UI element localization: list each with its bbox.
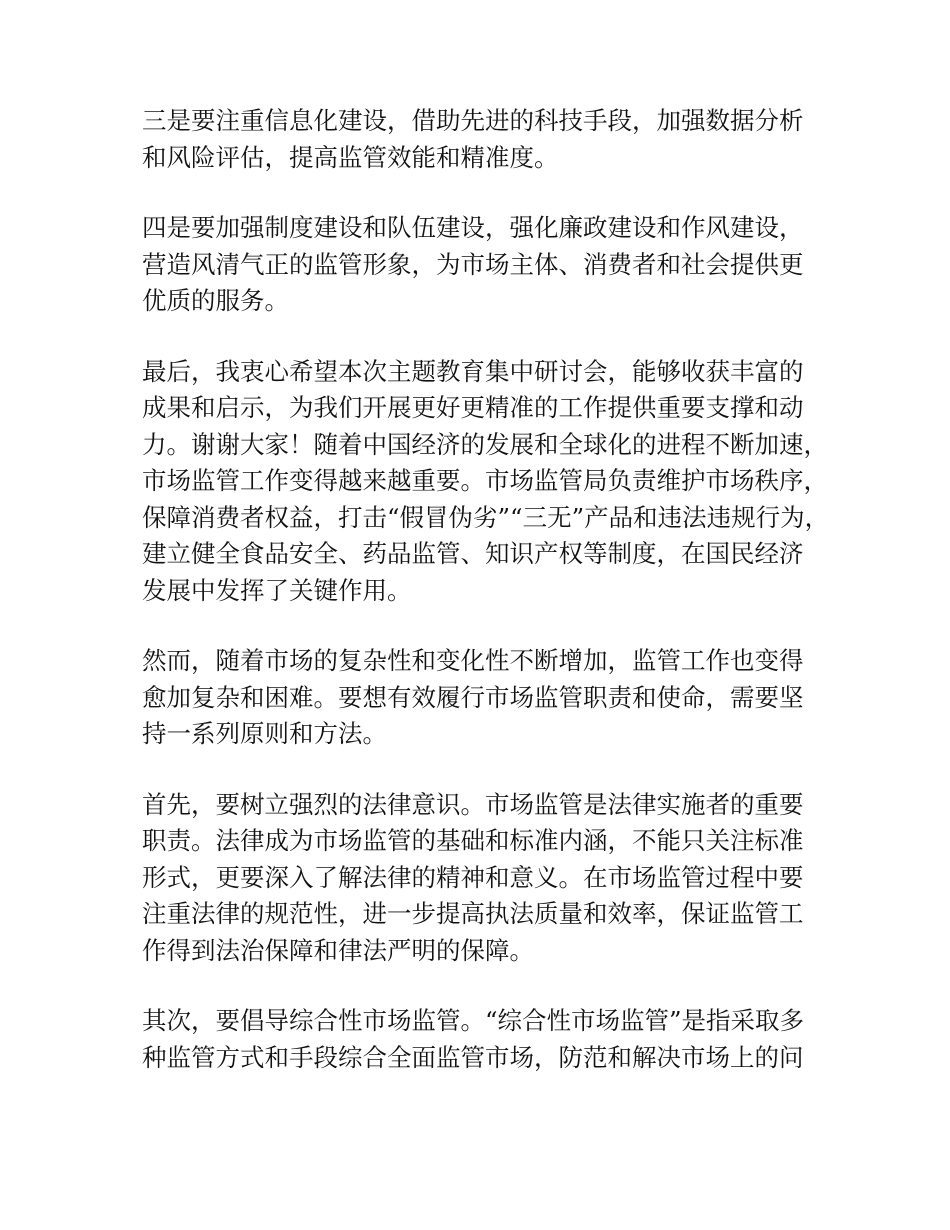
text-line: 和风险评估，提高监管效能和精准度。 [142,142,559,172]
text-line: 其次，要倡导综合性市场监管。“综合性市场监管”是指采取多 [142,1006,805,1035]
text-line: 作得到法治保障和律法严明的保障。 [142,935,534,965]
document-body [142,103,830,1076]
paragraph-complexity [142,643,812,753]
paragraph-closing-and-intro [142,354,830,610]
text-line: 力。谢谢大家！随着中国经济的发展和全球化的进程不断加速， [142,429,828,459]
paragraph-institution-building [142,210,812,320]
paragraph-informatization [142,103,812,176]
text-line: 然而，随着市场的复杂性和变化性不断增加，监管工作也变得 [142,646,804,675]
text-line: 职责。法律成为市场监管的基础和标准内涵，不能只关注标准 [142,826,804,855]
text-line: 市场监管工作变得越来越重要。市场监管局负责维护市场秩序， [142,466,828,495]
paragraph-comprehensive-supervision [142,1003,812,1076]
text-line: 四是要加强制度建设和队伍建设，强化廉政建设和作风建设， [142,213,804,242]
text-line: 成果和启示，为我们开展更好更精准的工作提供重要支撑和动 [142,393,804,422]
paragraph-spacer [142,176,812,210]
text-line: 优质的服务。 [142,286,289,315]
text-line: 最后，我衷心希望本次主题教育集中研讨会，能够收获丰富的 [142,356,804,386]
text-line: 首先，要树立强烈的法律意识。市场监管是法律实施者的重要 [142,789,804,819]
text-line: 发展中发挥了关键作用。 [142,575,412,605]
paragraph-spacer [142,320,812,354]
text-line: 种监管方式和手段综合全面监管市场，防范和解决市场上的问 [142,1042,804,1072]
text-line: 保障消费者权益，打击“假冒伪劣”“三无”产品和违法违规行为， [142,502,830,532]
text-line: 营造风清气正的监管形象，为市场主体、消费者和社会提供更 [142,249,804,279]
paragraph-legal-awareness [142,787,812,970]
paragraph-spacer [142,969,812,1003]
text-line: 持一系列原则和方法。 [142,719,387,748]
paragraph-spacer [142,753,812,787]
text-line: 建立健全食品安全、药品监管、知识产权等制度，在国民经济 [142,539,804,568]
text-line: 愈加复杂和困难。要想有效履行市场监管职责和使命，需要坚 [142,682,804,712]
text-line: 三是要注重信息化建设，借助先进的科技手段，加强数据分析 [142,106,804,135]
text-line: 形式，更要深入了解法律的精神和意义。在市场监管过程中要 [142,862,804,892]
text-line: 注重法律的规范性，进一步提高执法质量和效率，保证监管工 [142,899,804,928]
paragraph-spacer [142,609,812,643]
